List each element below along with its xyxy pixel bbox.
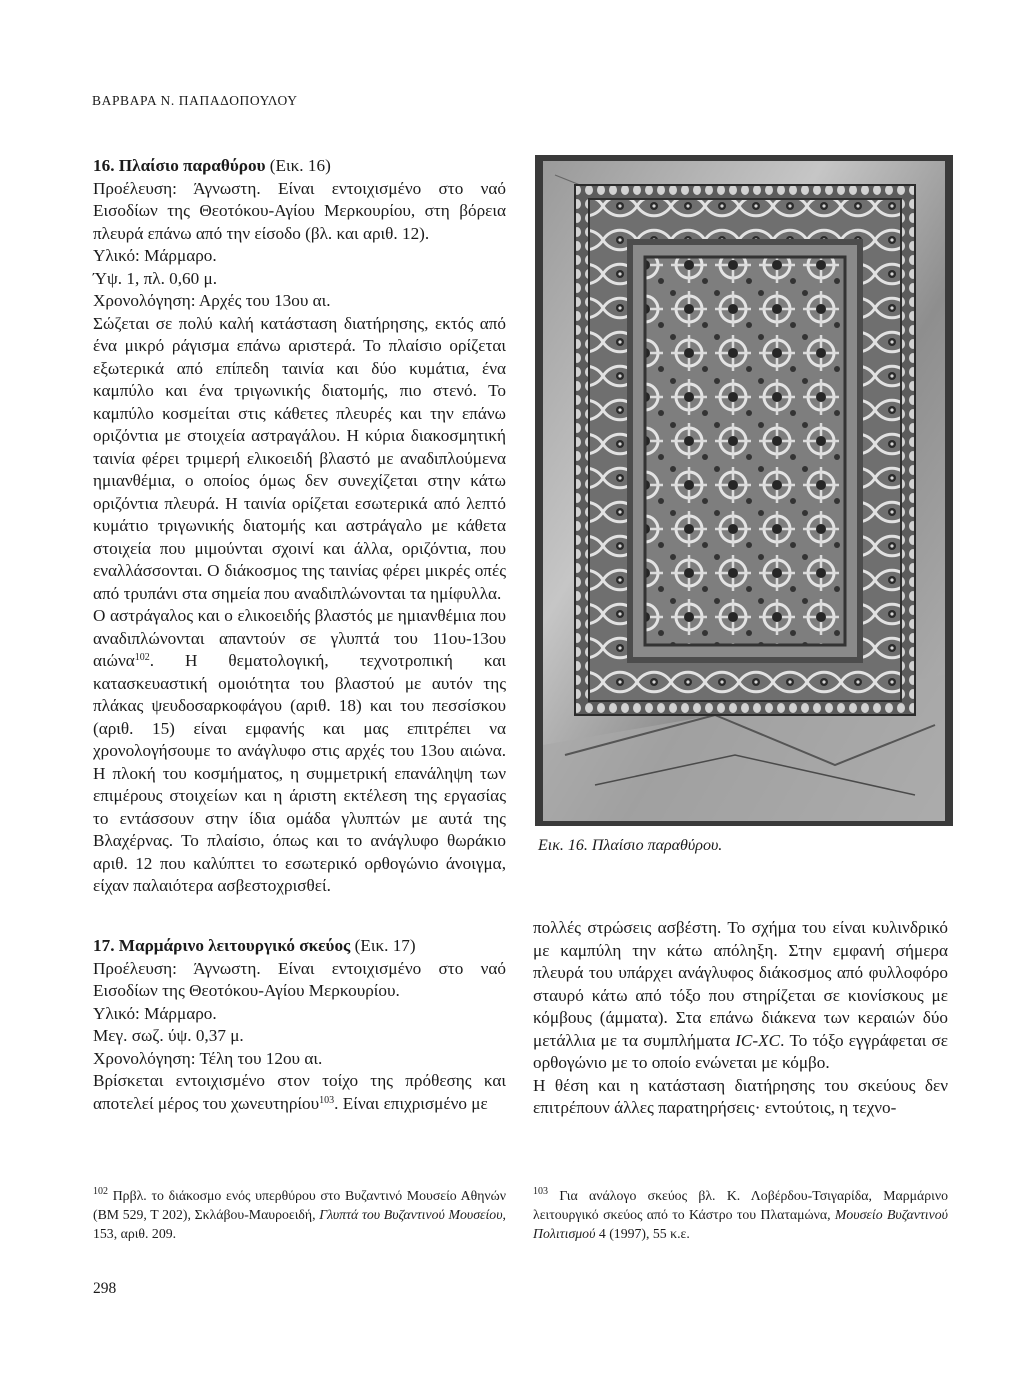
entry-16-title: 16. Πλαίσιο παραθύρου: [93, 156, 266, 175]
footnote-ref-102[interactable]: 102: [134, 652, 150, 663]
window-frame-photo: [535, 155, 953, 826]
footnote-102-text-a: Πρβλ. το διάκοσμο ενός υπερθύρου στο Βυζαντινό Μουσείο Αθηνών (ΒΜ 529, Τ 202), Σκλάβου-Μαυροειδή,: [93, 1188, 506, 1222]
christogram-abbreviation: IC-XC: [735, 1030, 781, 1050]
running-head: ΒΑΡΒΑΡΑ Ν. ΠΑΠΑΔΟΠΟΥΛΟΥ: [92, 93, 298, 108]
footnote-102: [93, 1186, 506, 1243]
entry-17-figure-ref: (Εικ. 17): [350, 936, 416, 955]
entry-16-dating: Χρονολόγηση: Αρχές του 13ου αι.: [93, 291, 331, 310]
entry-17-continuation-paragraph-2: Η θέση και η κατάσταση διατήρησης του σκεύους δεν επιτρέπουν άλλες παρατηρήσεις· εντούτοις, η τεχνο-: [533, 1075, 948, 1117]
entry-17-material: Υλικό: Μάρμαρο.: [93, 1003, 217, 1023]
entry-17-provenance: Προέλευση: Άγνωστη. Είναι εντοιχισμένο στο ναό Εισοδίων της Θεοτόκου-Αγίου Μερκουρίου.: [93, 958, 506, 1000]
entry-16-paragraph-1: Σώζεται σε πολύ καλή κατάσταση διατήρησης, εκτός από ένα μικρό ράγισμα επάνω αριστερά. Το πλαίσιο ορίζεται εξωτερικά από επίπεδη ταινία και δύο κυμάτια, ένα καμπύλο και ένα τριγωνικής διατομής, πιο στενό. Το καμπύλο κοσμείται στις κάθετες πλευρές και την επάνω οριζόντια με στοιχεία αστραγάλου. Η κύρια διακοσμητική ταινία φέρει τριμερή ελικοειδή βλαστό με αναδιπλούμενα ημιανθέμια, ο οποίος όμως δεν συνεχίζεται στην κάτω οριζόντια πλευρά. Η ταινία ορίζεται εσωτερικά από λεπτό κυμάτιο τριγωνικής διατομής και αστράγαλο με κάθετα στοιχεία που μιμούνται σχοινί και άλλα, οριζόντια, που εναλλάσσονται. Ο διάκοσμος της ταινίας φέρει μικρές οπές από τρυπάνι στα σημεία που αναδιπλώνονται τα ημίφυλλα.: [93, 313, 506, 603]
page-number: 298: [93, 1280, 117, 1297]
footnote-103-cited-title: Μουσείο Βυζαντινού Πολιτισμού: [533, 1207, 948, 1241]
footnote-ref-103[interactable]: 103: [319, 1094, 335, 1106]
entry-17-dating: Χρονολόγηση: Τέλη του 12ου αι.: [93, 1048, 323, 1068]
knotwork-panel: [645, 257, 845, 645]
footnote-102-text-b: , 153, αριθ. 209.: [93, 1207, 506, 1241]
entry-16: [93, 155, 506, 898]
footnote-103-text-b: 4 (1997), 55 κ.ε.: [595, 1226, 690, 1241]
footnote-103-number: 103: [533, 1186, 548, 1197]
entry-17-dimensions: Μεγ. σωζ. ύψ. 0,37 μ.: [93, 1026, 244, 1045]
entry-16-figure-ref: (Εικ. 16): [265, 156, 331, 175]
entry-17-continuation: [533, 917, 948, 1120]
entry-17-paragraph-1: [93, 1070, 506, 1115]
footnote-103-text-a: Για ανάλογο σκεύος βλ. Κ. Λοβέρδου-Τσιγαρίδα, Μαρμάρινο λειτουργικό σκεύος από το Κάστρο του Πλαταμώνα,: [533, 1188, 948, 1222]
entry-17-paragraph-1-text-a: Βρίσκεται εντοιχισμένο στον τοίχο της πρόθεσης και αποτελεί μέρος του χωνευτηρίου: [93, 1071, 506, 1113]
entry-16-paragraph-2-text-b: . Η θεματολογική, τεχνοτροπική και κατασκευαστική ομοιότητα του βλαστού με αυτόν της πλάκας ψευδοσαρκοφάγου (αριθ. 18) και του πεσσίσκου (αριθ. 15) είναι εμφανής και μας επιτρέπει να χρονολογήσουμε το ανάγλυφο στις αρχές του 13ου αιώνα. Η πλοκή του κοσμήματος, η συμμετρική επανάληψη των επιμέρους στοιχείων και η άριστη εκτέλεση της εργασίας το εντάσσουν στην ίδια ομάδα γλυπτών με αυτά της Βλαχέρνας. Το πλαίσιο, όπως και το ανάγλυφο θωράκιο αριθ. 12 που καλύπτει το εσωτερικό ορθογώνιο άνοιγμα, είχαν παλαιότερα ασβεστοχρισθεί.: [93, 651, 506, 895]
entry-17-continuation-text-b: . Το τόξο εγγράφεται σε ορθογώνιο με το οποίο ενώνεται με κόμβο.: [533, 1030, 948, 1072]
entry-17-title: 17. Μαρμάρινο λειτουργικό σκεύος: [93, 936, 351, 955]
entry-17-paragraph-1-text-b: . Είναι επιχρισμένο με: [334, 1093, 488, 1113]
entry-16-paragraph-2: [93, 605, 506, 898]
entry-17-continuation-text-a: πολλές στρώσεις ασβέστη. Το σχήμα του είναι κυλινδρικό με καμπύλη την κάτω απόληξη. Στην εμφανή σήμερα πλευρά του υπάρχει ανάγλυφος διάκοσμος από φυλλοφόρο σταυρό κάτω από τόξο που στηρίζεται σε κιονίσκους με κόμβους (άμματα). Στα επάνω διάκενα των κεραιών δύο μετάλλια με τα συμπλήματα: [533, 918, 948, 1050]
entry-16-dimensions: Ύψ. 1, πλ. 0,60 μ.: [93, 268, 218, 288]
figure-caption: Εικ. 16. Πλαίσιο παραθύρου.: [538, 837, 723, 854]
entry-17: [93, 935, 506, 1115]
entry-16-material: Υλικό: Μάρμαρο.: [93, 246, 217, 265]
entry-16-paragraph-2-text-a: Ο αστράγαλος και ο ελικοειδής βλαστός με ημιανθέμια που αναδιπλώνονται απαντούν σε γλυπτά του 11ου-13ου αιώνα: [93, 606, 506, 670]
entry-16-provenance: Προέλευση: Άγνωστη. Είναι εντοιχισμένο στο ναό Εισοδίων της Θεοτόκου-Αγίου Μερκουρίου, στη βόρεια πλευρά επάνω από την είσοδο (βλ. και αριθ. 12).: [93, 178, 506, 243]
footnote-102-number: 102: [93, 1186, 108, 1197]
footnote-103: [533, 1186, 948, 1243]
footnote-102-cited-title: Γλυπτά του Βυζαντινού Μουσείου: [319, 1207, 503, 1222]
